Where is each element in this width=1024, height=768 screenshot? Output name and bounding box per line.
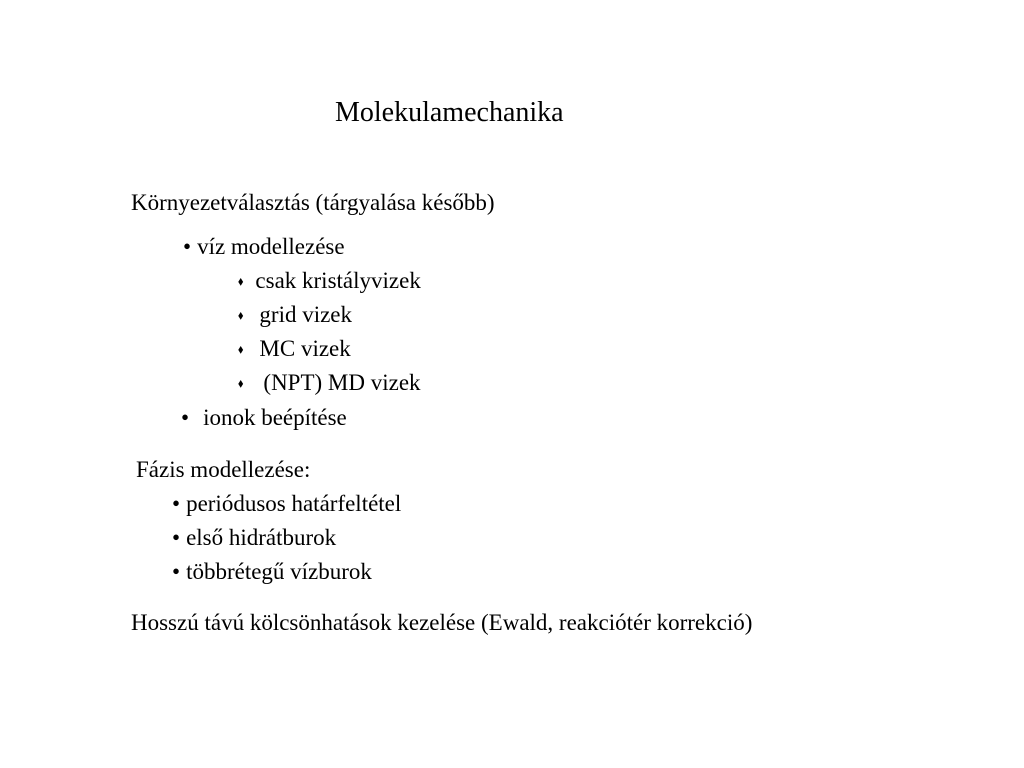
list-item (172, 524, 336, 552)
section-heading-environment: Környezetválasztás (tárgyalása később) (131, 190, 495, 215)
list-item (172, 558, 372, 586)
sub-list-item-label: (NPT) MD vizek (263, 370, 421, 395)
diamond-bullet-icon: ⬧ (238, 341, 244, 356)
diamond-bullet-icon: ⬧ (238, 307, 244, 322)
bullet-icon: • (172, 491, 181, 516)
diamond-bullet-icon: ⬧ (238, 375, 244, 390)
diamond-bullet-icon: ⬧ (238, 273, 244, 288)
section-heading-long-range: Hosszú távú kölcsönhatások kezelése (Ewald, reakciótér korrekció) (131, 610, 753, 635)
bullet-icon: • (183, 234, 192, 259)
list-item-water-modeling (183, 233, 345, 261)
list-item (172, 490, 401, 518)
slide-title: Molekulamechanika (335, 97, 564, 128)
list-item-ions (181, 404, 347, 432)
bullet-icon: • (181, 405, 190, 430)
sub-list-item-label: csak kristályvizek (255, 268, 421, 293)
list-item-label: víz modellezése (197, 234, 345, 259)
sub-list-item-label: MC vizek (259, 336, 351, 361)
sub-list-item (238, 335, 351, 365)
sub-list-item (238, 369, 421, 399)
bullet-icon: • (172, 525, 181, 550)
section-heading-phase: Fázis modellezése: (136, 457, 311, 482)
sub-list-item (238, 267, 421, 297)
sub-list-item-label: grid vizek (259, 302, 353, 327)
list-item-label: ionok beépítése (203, 405, 347, 430)
list-item-label: többrétegű vízburok (186, 559, 372, 584)
bullet-icon: • (172, 559, 181, 584)
list-item-label: periódusos határfeltétel (186, 491, 402, 516)
sub-list-item (238, 301, 352, 331)
list-item-label: első hidrátburok (186, 525, 337, 550)
